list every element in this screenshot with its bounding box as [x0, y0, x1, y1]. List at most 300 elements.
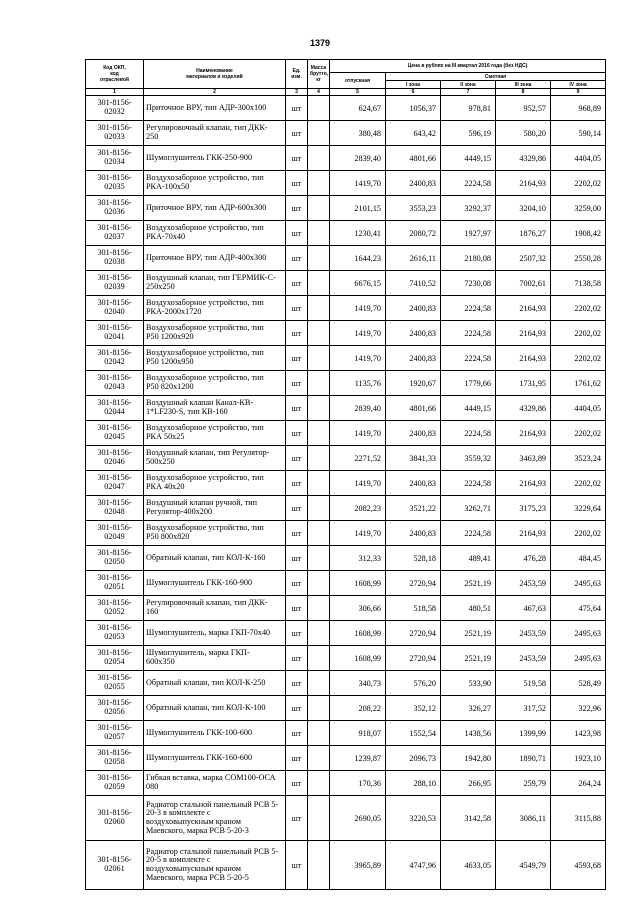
zone-3-price: 317,52 — [496, 696, 551, 721]
release-price: 3965,89 — [330, 841, 386, 890]
zone-1-price: 3553,23 — [386, 196, 441, 221]
table-row — [86, 621, 606, 646]
item-mass — [308, 271, 330, 296]
zone-1-price: 1920,67 — [386, 371, 441, 396]
column-number: 3 — [286, 89, 308, 96]
item-mass — [308, 721, 330, 746]
item-name: Приточное ВРУ, тип АДР-400х300 — [144, 246, 286, 271]
header-unit: Ед. изм. — [286, 60, 308, 89]
zone-1-price: 288,10 — [386, 771, 441, 796]
item-code: 301-8156- 02038 — [86, 246, 144, 271]
zone-4-price: 968,89 — [551, 96, 606, 121]
zone-3-price: 7002,61 — [496, 271, 551, 296]
item-name: Шумоглушитель, марка ГКП-70х40 — [144, 621, 286, 646]
table-row — [86, 596, 606, 621]
zone-2-price: 266,95 — [441, 771, 496, 796]
zone-1-price: 3220,53 — [386, 796, 441, 841]
release-price: 6676,15 — [330, 271, 386, 296]
table-row — [86, 296, 606, 321]
zone-1-price: 643,42 — [386, 121, 441, 146]
zone-1-price: 2400,83 — [386, 171, 441, 196]
zone-2-price: 1779,66 — [441, 371, 496, 396]
item-unit: шт — [286, 196, 308, 221]
item-unit: шт — [286, 696, 308, 721]
item-name: Воздушный клапан, тип ГЕРМИК-С- 250х250 — [144, 271, 286, 296]
price-table — [85, 59, 606, 890]
table-row — [86, 271, 606, 296]
zone-3-price: 2507,32 — [496, 246, 551, 271]
item-code: 301-8156- 02039 — [86, 271, 144, 296]
zone-4-price: 528,49 — [551, 671, 606, 696]
zone-1-price: 1056,37 — [386, 96, 441, 121]
item-code: 301-8156- 02037 — [86, 221, 144, 246]
item-unit: шт — [286, 571, 308, 596]
table-row — [86, 721, 606, 746]
table-row — [86, 496, 606, 521]
zone-1-price: 518,58 — [386, 596, 441, 621]
zone-2-price: 3142,58 — [441, 796, 496, 841]
item-unit: шт — [286, 446, 308, 471]
zone-3-price: 259,79 — [496, 771, 551, 796]
zone-4-price: 3523,24 — [551, 446, 606, 471]
release-price: 1608,99 — [330, 646, 386, 671]
item-mass — [308, 646, 330, 671]
zone-3-price: 580,20 — [496, 121, 551, 146]
table-row — [86, 171, 606, 196]
zone-2-price: 2224,58 — [441, 171, 496, 196]
release-price: 2690,05 — [330, 796, 386, 841]
zone-3-price: 3086,11 — [496, 796, 551, 841]
release-price: 340,73 — [330, 671, 386, 696]
item-mass — [308, 121, 330, 146]
table-row — [86, 671, 606, 696]
release-price: 1608,99 — [330, 621, 386, 646]
zone-4-price: 1423,98 — [551, 721, 606, 746]
release-price: 918,07 — [330, 721, 386, 746]
item-unit: шт — [286, 246, 308, 271]
zone-4-price: 7138,58 — [551, 271, 606, 296]
table-row — [86, 446, 606, 471]
zone-1-price: 2720,94 — [386, 571, 441, 596]
zone-1-price: 7410,52 — [386, 271, 441, 296]
item-code: 301-8156- 02044 — [86, 396, 144, 421]
zone-1-price: 1552,54 — [386, 721, 441, 746]
column-number-row — [86, 89, 606, 96]
zone-2-price: 1927,97 — [441, 221, 496, 246]
header-mass: Масса брутто, кг — [308, 60, 330, 89]
zone-3-price: 2164,93 — [496, 296, 551, 321]
item-code: 301-8156- 02049 — [86, 521, 144, 546]
table-row — [86, 746, 606, 771]
zone-2-price: 2224,58 — [441, 346, 496, 371]
zone-4-price: 2202,02 — [551, 346, 606, 371]
zone-4-price: 2550,28 — [551, 246, 606, 271]
item-unit: шт — [286, 671, 308, 696]
zone-2-price: 3292,37 — [441, 196, 496, 221]
zone-1-price: 528,18 — [386, 546, 441, 571]
item-name: Шумоглушитель, марка ГКП- 600х350 — [144, 646, 286, 671]
item-mass — [308, 746, 330, 771]
item-name: Воздухозаборное устройство, тип РКА-2000х1720 — [144, 296, 286, 321]
zone-4-price: 2202,02 — [551, 296, 606, 321]
zone-1-price: 576,20 — [386, 671, 441, 696]
zone-1-price: 352,12 — [386, 696, 441, 721]
item-name: Воздухозаборное устройство, тип РКА-100х50 — [144, 171, 286, 196]
zone-3-price: 2164,93 — [496, 421, 551, 446]
zone-1-price: 3521,22 — [386, 496, 441, 521]
item-mass — [308, 146, 330, 171]
item-unit: шт — [286, 296, 308, 321]
table-row — [86, 471, 606, 496]
table-row — [86, 371, 606, 396]
item-mass — [308, 471, 330, 496]
table-row — [86, 96, 606, 121]
item-unit: шт — [286, 221, 308, 246]
item-unit: шт — [286, 121, 308, 146]
zone-4-price: 3229,64 — [551, 496, 606, 521]
item-name: Воздухозаборное устройство, тип Р50 1200х920 — [144, 321, 286, 346]
column-number: 5 — [330, 89, 386, 96]
zone-4-price: 4593,68 — [551, 841, 606, 890]
zone-2-price: 2224,58 — [441, 421, 496, 446]
zone-2-price: 533,90 — [441, 671, 496, 696]
zone-1-price: 4747,96 — [386, 841, 441, 890]
zone-3-price: 2453,59 — [496, 646, 551, 671]
item-code: 301-8156- 02051 — [86, 571, 144, 596]
item-name: Регулировочный клапан, тип ДКК- 250 — [144, 121, 286, 146]
item-name: Приточное ВРУ, тип АДР-300х100 — [144, 96, 286, 121]
item-mass — [308, 546, 330, 571]
zone-4-price: 322,96 — [551, 696, 606, 721]
zone-3-price: 3175,23 — [496, 496, 551, 521]
item-unit: шт — [286, 521, 308, 546]
zone-4-price: 2202,02 — [551, 171, 606, 196]
zone-1-price: 2400,83 — [386, 471, 441, 496]
zone-2-price: 596,19 — [441, 121, 496, 146]
zone-1-price: 2400,83 — [386, 296, 441, 321]
zone-1-price: 4801,66 — [386, 396, 441, 421]
zone-1-price: 2720,94 — [386, 646, 441, 671]
item-code: 301-8156- 02056 — [86, 696, 144, 721]
release-price: 312,33 — [330, 546, 386, 571]
item-code: 301-8156- 02041 — [86, 321, 144, 346]
zone-4-price: 475,64 — [551, 596, 606, 621]
item-mass — [308, 521, 330, 546]
item-name: Шумоглушитель ГКК-250-900 — [144, 146, 286, 171]
release-price: 1419,70 — [330, 471, 386, 496]
zone-3-price: 2453,59 — [496, 621, 551, 646]
header-estimate-price: Сметная — [386, 73, 606, 81]
item-unit: шт — [286, 546, 308, 571]
release-price: 208,22 — [330, 696, 386, 721]
zone-3-price: 519,58 — [496, 671, 551, 696]
item-mass — [308, 371, 330, 396]
item-mass — [308, 596, 330, 621]
release-price: 1230,41 — [330, 221, 386, 246]
header-release-price: отпускная — [330, 73, 386, 89]
item-mass — [308, 571, 330, 596]
item-code: 301-8156- 02042 — [86, 346, 144, 371]
table-row — [86, 841, 606, 890]
item-name: Воздухозаборное устройство, тип Р50 1200х950 — [144, 346, 286, 371]
zone-3-price: 2453,59 — [496, 571, 551, 596]
release-price: 624,67 — [330, 96, 386, 121]
zone-4-price: 264,24 — [551, 771, 606, 796]
zone-2-price: 2224,58 — [441, 521, 496, 546]
release-price: 1644,23 — [330, 246, 386, 271]
item-unit: шт — [286, 271, 308, 296]
item-unit: шт — [286, 646, 308, 671]
item-mass — [308, 296, 330, 321]
table-row — [86, 121, 606, 146]
zone-3-price: 1890,71 — [496, 746, 551, 771]
zone-4-price: 2202,02 — [551, 471, 606, 496]
zone-4-price: 484,45 — [551, 546, 606, 571]
item-code: 301-8156- 02061 — [86, 841, 144, 890]
zone-2-price: 7230,08 — [441, 271, 496, 296]
release-price: 380,48 — [330, 121, 386, 146]
zone-1-price: 2400,83 — [386, 421, 441, 446]
zone-4-price: 1923,10 — [551, 746, 606, 771]
zone-2-price: 2224,58 — [441, 321, 496, 346]
item-unit: шт — [286, 771, 308, 796]
release-price: 2839,40 — [330, 396, 386, 421]
release-price: 1419,70 — [330, 346, 386, 371]
item-mass — [308, 446, 330, 471]
column-number: 2 — [144, 89, 286, 96]
item-name: Обратный клапан, тип КОЛ-К-160 — [144, 546, 286, 571]
item-mass — [308, 496, 330, 521]
zone-1-price: 3841,33 — [386, 446, 441, 471]
release-price: 170,36 — [330, 771, 386, 796]
item-name: Воздухозаборное устройство, тип РКА-70х40 — [144, 221, 286, 246]
item-unit: шт — [286, 796, 308, 841]
table-row — [86, 146, 606, 171]
release-price: 1608,99 — [330, 571, 386, 596]
release-price: 2082,23 — [330, 496, 386, 521]
item-name: Воздушный клапан Канал-КВ- 1*LF230-S, тип КВ-160 — [144, 396, 286, 421]
item-mass — [308, 671, 330, 696]
zone-2-price: 489,41 — [441, 546, 496, 571]
zone-4-price: 1761,62 — [551, 371, 606, 396]
zone-3-price: 2164,93 — [496, 171, 551, 196]
table-row — [86, 246, 606, 271]
item-name: Приточное ВРУ, тип АДР-600х300 — [144, 196, 286, 221]
table-row — [86, 196, 606, 221]
zone-2-price: 4449,15 — [441, 396, 496, 421]
table-row — [86, 646, 606, 671]
zone-3-price: 1399,99 — [496, 721, 551, 746]
zone-1-price: 2400,83 — [386, 346, 441, 371]
table-row — [86, 421, 606, 446]
item-unit: шт — [286, 346, 308, 371]
table-row — [86, 221, 606, 246]
item-code: 301-8156- 02048 — [86, 496, 144, 521]
item-mass — [308, 321, 330, 346]
zone-4-price: 1908,42 — [551, 221, 606, 246]
zone-3-price: 4329,86 — [496, 396, 551, 421]
item-code: 301-8156- 02060 — [86, 796, 144, 841]
item-code: 301-8156- 02033 — [86, 121, 144, 146]
item-unit: шт — [286, 171, 308, 196]
zone-4-price: 4404,05 — [551, 396, 606, 421]
item-name: Шумоглушитель ГКК-100-600 — [144, 721, 286, 746]
column-number: 6 — [386, 89, 441, 96]
item-code: 301-8156- 02058 — [86, 746, 144, 771]
item-code: 301-8156- 02032 — [86, 96, 144, 121]
item-mass — [308, 621, 330, 646]
header-zone-3: III зона — [496, 81, 551, 89]
item-code: 301-8156- 02046 — [86, 446, 144, 471]
zone-1-price: 2400,83 — [386, 321, 441, 346]
item-mass — [308, 841, 330, 890]
header-price-group: Цена в рублях на III квартал 2016 года (без НДС) — [330, 60, 606, 73]
item-unit: шт — [286, 496, 308, 521]
release-price: 1419,70 — [330, 321, 386, 346]
release-price: 1239,87 — [330, 746, 386, 771]
item-code: 301-8156- 02055 — [86, 671, 144, 696]
zone-4-price: 2495,63 — [551, 646, 606, 671]
release-price: 306,66 — [330, 596, 386, 621]
zone-2-price: 2521,19 — [441, 571, 496, 596]
item-mass — [308, 771, 330, 796]
item-unit: шт — [286, 746, 308, 771]
zone-2-price: 2521,19 — [441, 621, 496, 646]
zone-3-price: 4549,79 — [496, 841, 551, 890]
header-zone-4: IV зона — [551, 81, 606, 89]
item-name: Шумоглушитель ГКК-160-600 — [144, 746, 286, 771]
table-row — [86, 396, 606, 421]
item-name: Радиатор стальной панельный РСВ 5- 20-5 в комплекте с воздуховыпускным краном Маевского, марка РСВ 5-20-5 — [144, 841, 286, 890]
zone-2-price: 978,81 — [441, 96, 496, 121]
item-name: Гибкая вставка, марка СОМ100-ОСА 080 — [144, 771, 286, 796]
page-number: 1379 — [309, 38, 331, 48]
release-price: 2271,52 — [330, 446, 386, 471]
zone-4-price: 2495,63 — [551, 621, 606, 646]
table-row — [86, 346, 606, 371]
zone-2-price: 3559,32 — [441, 446, 496, 471]
table-header-row — [86, 60, 606, 73]
zone-3-price: 2164,93 — [496, 346, 551, 371]
item-unit: шт — [286, 146, 308, 171]
item-code: 301-8156- 02043 — [86, 371, 144, 396]
item-name: Обратный клапан, тип КОЛ-К-100 — [144, 696, 286, 721]
item-code: 301-8156- 02047 — [86, 471, 144, 496]
table-row — [86, 796, 606, 841]
zone-2-price: 2224,58 — [441, 471, 496, 496]
item-code: 301-8156- 02045 — [86, 421, 144, 446]
zone-3-price: 2164,93 — [496, 471, 551, 496]
item-mass — [308, 196, 330, 221]
zone-2-price: 480,51 — [441, 596, 496, 621]
item-unit: шт — [286, 621, 308, 646]
item-unit: шт — [286, 371, 308, 396]
item-mass — [308, 246, 330, 271]
zone-3-price: 4329,86 — [496, 146, 551, 171]
item-code: 301-8156- 02053 — [86, 621, 144, 646]
item-mass — [308, 421, 330, 446]
zone-3-price: 952,57 — [496, 96, 551, 121]
zone-1-price: 2096,73 — [386, 746, 441, 771]
table-row — [86, 521, 606, 546]
item-name: Воздухозаборное устройство, тип Р50 800х820 — [144, 521, 286, 546]
item-name: Воздушный клапан ручной, тип Регулятор-400х200 — [144, 496, 286, 521]
header-zone-2: II зона — [441, 81, 496, 89]
zone-1-price: 2080,72 — [386, 221, 441, 246]
zone-2-price: 2180,08 — [441, 246, 496, 271]
release-price: 1419,70 — [330, 421, 386, 446]
zone-3-price: 467,63 — [496, 596, 551, 621]
item-unit: шт — [286, 321, 308, 346]
release-price: 1419,70 — [330, 171, 386, 196]
zone-2-price: 4633,05 — [441, 841, 496, 890]
zone-4-price: 2495,63 — [551, 571, 606, 596]
header-name: Наименование материалов и изделий — [144, 60, 286, 89]
zone-1-price: 2616,11 — [386, 246, 441, 271]
column-number: 8 — [496, 89, 551, 96]
header-code: Код ОКП, код отраслевой — [86, 60, 144, 89]
zone-3-price: 2164,93 — [496, 321, 551, 346]
release-price: 1419,70 — [330, 521, 386, 546]
item-mass — [308, 796, 330, 841]
item-unit: шт — [286, 721, 308, 746]
item-code: 301-8156- 02057 — [86, 721, 144, 746]
column-number: 7 — [441, 89, 496, 96]
item-unit: шт — [286, 421, 308, 446]
item-name: Радиатор стальной панельный РСВ 5- 20-3 в комплекте с воздуховыпускным краном Маевского, марка РСВ 5-20-3 — [144, 796, 286, 841]
item-name: Воздухозаборное устройство, тип Р50 820х1200 — [144, 371, 286, 396]
item-name: Воздушный клапан, тип Регулятор- 500х250 — [144, 446, 286, 471]
item-name: Воздухозаборное устройство, тип РКА 50х25 — [144, 421, 286, 446]
item-unit: шт — [286, 596, 308, 621]
zone-2-price: 1438,56 — [441, 721, 496, 746]
zone-1-price: 4801,66 — [386, 146, 441, 171]
zone-4-price: 2202,02 — [551, 521, 606, 546]
item-name: Обратный клапан, тип КОЛ-К-250 — [144, 671, 286, 696]
item-code: 301-8156- 02054 — [86, 646, 144, 671]
column-number: 9 — [551, 89, 606, 96]
release-price: 2101,15 — [330, 196, 386, 221]
zone-4-price: 2202,02 — [551, 321, 606, 346]
zone-4-price: 590,14 — [551, 121, 606, 146]
item-unit: шт — [286, 471, 308, 496]
zone-2-price: 2224,58 — [441, 296, 496, 321]
zone-4-price: 2202,02 — [551, 421, 606, 446]
zone-3-price: 1731,95 — [496, 371, 551, 396]
column-number: 4 — [308, 89, 330, 96]
zone-3-price: 1876,27 — [496, 221, 551, 246]
release-price: 1135,76 — [330, 371, 386, 396]
item-code: 301-8156- 02034 — [86, 146, 144, 171]
item-unit: шт — [286, 96, 308, 121]
table-row — [86, 321, 606, 346]
item-mass — [308, 171, 330, 196]
zone-4-price: 3115,88 — [551, 796, 606, 841]
zone-4-price: 3259,00 — [551, 196, 606, 221]
item-name: Регулировочный клапан, тип ДКК- 160 — [144, 596, 286, 621]
item-mass — [308, 396, 330, 421]
zone-3-price: 3204,10 — [496, 196, 551, 221]
item-unit: шт — [286, 841, 308, 890]
zone-3-price: 3463,89 — [496, 446, 551, 471]
table-row — [86, 771, 606, 796]
item-code: 301-8156- 02059 — [86, 771, 144, 796]
item-mass — [308, 346, 330, 371]
item-mass — [308, 221, 330, 246]
item-code: 301-8156- 02050 — [86, 546, 144, 571]
release-price: 2839,40 — [330, 146, 386, 171]
item-name: Шумоглушитель ГКК-160-900 — [144, 571, 286, 596]
